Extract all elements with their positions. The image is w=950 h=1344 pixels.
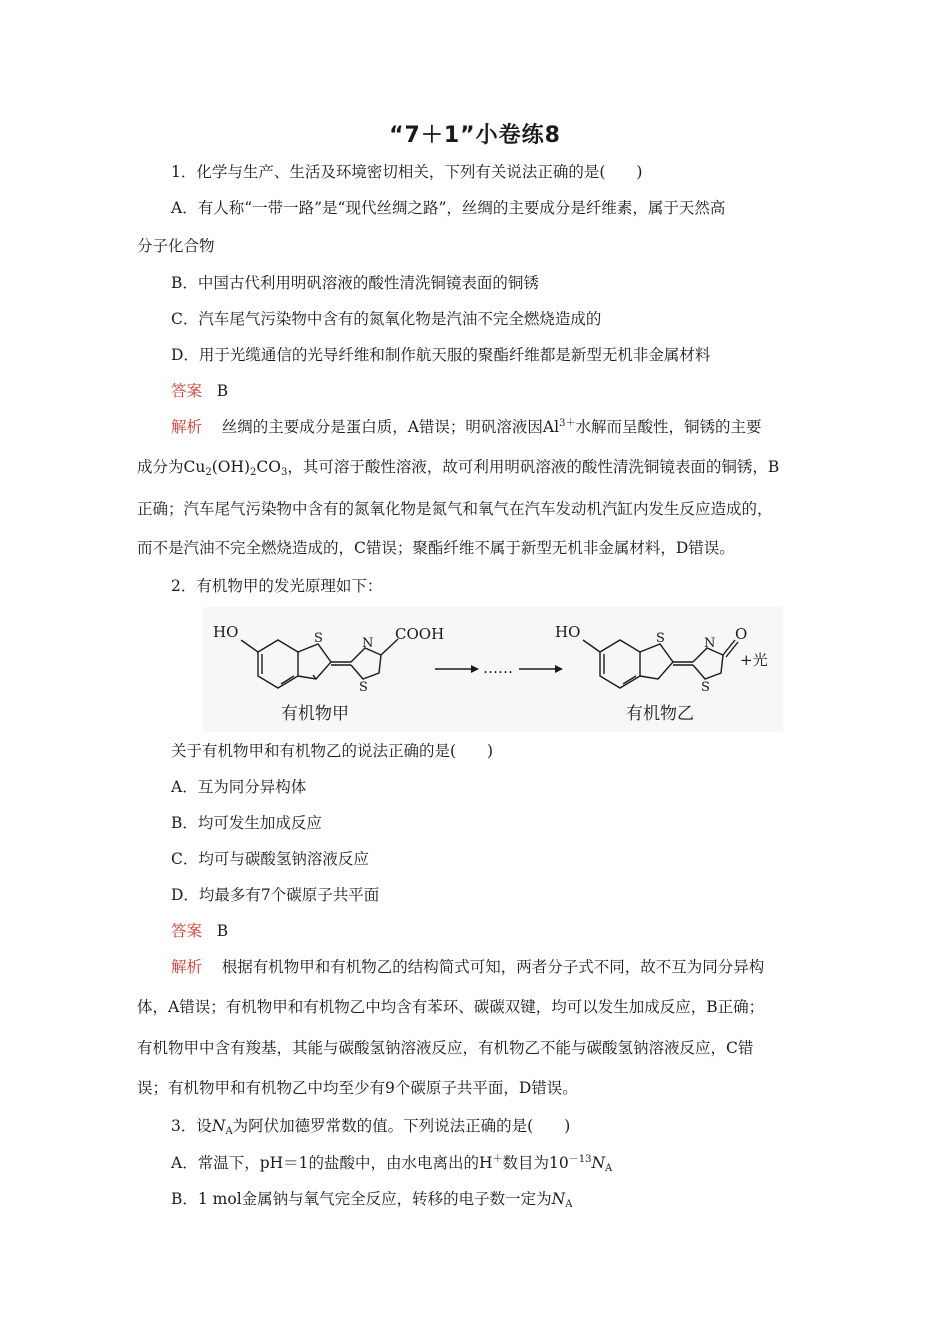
- q1-analysis-sub: 3: [281, 467, 288, 478]
- q1-analysis-sub: 2: [250, 467, 257, 478]
- q1-analysis-line-1: [171, 417, 761, 437]
- q3-option-a-sup: ＋: [492, 1154, 503, 1165]
- o-label: O: [735, 625, 748, 643]
- benzene-ring-left: [258, 640, 298, 688]
- q3-option-b: [171, 1189, 572, 1209]
- q2-analysis-label: 解析: [171, 958, 203, 976]
- s-label: S: [701, 680, 710, 695]
- q1-analysis-text: 成分为Cu: [137, 458, 206, 476]
- arrow-head-1: [471, 665, 479, 673]
- q2-answer-label: 答案: [171, 922, 203, 940]
- q1-option-a-cont: 分子化合物: [137, 237, 215, 255]
- q2-answer: [171, 921, 228, 941]
- q1-analysis-text: (OH): [211, 458, 251, 476]
- q3-stem-text: 3．设: [171, 1117, 212, 1135]
- q1-analysis-text: 水解而呈酸性，铜锈的主要: [575, 418, 762, 436]
- q3-na-sub: A: [225, 1126, 233, 1137]
- q2-option-b: B．均可发生加成反应: [171, 814, 322, 832]
- s-label: S: [314, 631, 323, 646]
- q3-na-symbol: N: [211, 1117, 226, 1135]
- reaction-scheme: [203, 607, 783, 732]
- q1-option-a: A．有人称“一带一路”是“现代丝绸之路”，丝绸的主要成分是纤维素，属于天然高: [171, 199, 726, 217]
- q2-option-d: D．均最多有7个碳原子共平面: [171, 886, 380, 904]
- q1-analysis-sup: 3＋: [559, 418, 576, 429]
- q1-analysis-label: 解析: [171, 418, 203, 436]
- s-label: S: [359, 680, 368, 695]
- q1-answer: [171, 381, 228, 401]
- q1-analysis-text: 丝绸的主要成分是蛋白质，A错误；明矾溶液因Al: [221, 418, 560, 436]
- q3-stem: [171, 1116, 570, 1136]
- q3-option-a-exp: －13: [568, 1154, 592, 1165]
- light-label: +光: [740, 651, 768, 669]
- page-title: “7＋1”小卷练8: [389, 123, 561, 148]
- q2-analysis-text: 根据有机物甲和有机物乙的结构简式可知，两者分子式不同，故不互为同分异构: [221, 958, 765, 976]
- compound-a-label: 有机物甲: [281, 704, 349, 724]
- n-label: N: [704, 636, 716, 651]
- n-label: N: [362, 636, 374, 651]
- q1-analysis-line-4: 而不是汽油不完全燃烧造成的，C错误；聚酯纤维不属于新型无机非金属材料，D错误。: [137, 539, 735, 557]
- q1-analysis-line-2: [137, 457, 779, 477]
- q1-analysis-text: ，其可溶于酸性溶液，故可利用明矾溶液的酸性清洗铜镜表面的铜锈，B: [287, 458, 780, 476]
- q1-option-c: C．汽车尾气污染物中含有的氮氧化物是汽油不完全燃烧造成的: [171, 310, 602, 328]
- q3-option-a: [171, 1153, 612, 1173]
- q2-option-a: A．互为同分异构体: [171, 778, 307, 796]
- q1-answer-value: B: [216, 382, 229, 400]
- s-label: S: [656, 631, 665, 646]
- q2-stem: 2．有机物甲的发光原理如下：: [171, 577, 383, 595]
- benzene-ring-right: [600, 640, 640, 688]
- ho-label-right: HO: [555, 623, 581, 641]
- reaction-figure: [203, 607, 783, 732]
- cooh-label: COOH: [395, 625, 445, 643]
- q1-analysis-sub: 2: [205, 467, 212, 478]
- compound-b-label: 有机物乙: [626, 704, 694, 724]
- q1-analysis-text: CO: [256, 458, 281, 476]
- q3-stem-text: 为阿伏加德罗常数的值。下列说法正确的是( ): [232, 1117, 571, 1135]
- q2-analysis-line-2: 体，A错误；有机物甲和有机物乙中均含有苯环、碳碳双键，均可以发生加成反应，B正确；: [137, 998, 765, 1016]
- q3-na-symbol: N: [591, 1154, 606, 1172]
- q3-na-symbol: N: [551, 1190, 566, 1208]
- thiophene-ring-right: [640, 644, 673, 679]
- q3-option-a-text: A．常温下，pH＝1的盐酸中，由水电离出的H: [171, 1154, 493, 1172]
- q2-option-c: C．均可与碳酸氢钠溶液反应: [171, 850, 369, 868]
- q1-stem: 1．化学与生产、生活及环境密切相关，下列有关说法正确的是( ): [171, 163, 643, 181]
- q3-option-b-text: B．1 mol金属钠与氧气完全反应，转移的电子数一定为: [171, 1190, 552, 1208]
- q2-analysis-line-3: 有机物甲中含有羧基，其能与碳酸氢钠溶液反应，有机物乙不能与碳酸氢钠溶液反应，C错: [137, 1039, 754, 1057]
- thiophene-ring-left: [298, 644, 331, 679]
- q1-answer-label: 答案: [171, 382, 203, 400]
- thiazoline-ring-left: [351, 648, 381, 679]
- q3-na-sub: A: [565, 1199, 573, 1210]
- arrow-head-2: [555, 665, 563, 673]
- dots-label: ……: [483, 659, 513, 677]
- q1-option-d: D．用于光缆通信的光导纤维和制作航天服的聚酯纤维都是新型无机非金属材料: [171, 346, 711, 364]
- ho-label-left: HO: [213, 623, 239, 641]
- q2-answer-value: B: [216, 922, 229, 940]
- q1-analysis-line-3: 正确；汽车尾气污染物中含有的氮氧化物是氮气和氧气在汽车发动机汽缸内发生反应造成的，: [137, 500, 773, 518]
- q3-option-a-text: 数目为10: [502, 1154, 569, 1172]
- thiazolone-ring-right: [693, 648, 723, 679]
- q2-analysis-line-4: 误；有机物甲和有机物乙中均至少有9个碳原子共平面，D错误。: [137, 1079, 578, 1097]
- q2-analysis-line-1: [171, 957, 764, 977]
- q2-sub-stem: 关于有机物甲和有机物乙的说法正确的是( ): [171, 742, 494, 760]
- q1-option-b: B．中国古代利用明矾溶液的酸性清洗铜镜表面的铜锈: [171, 274, 539, 292]
- q3-na-sub: A: [605, 1163, 613, 1174]
